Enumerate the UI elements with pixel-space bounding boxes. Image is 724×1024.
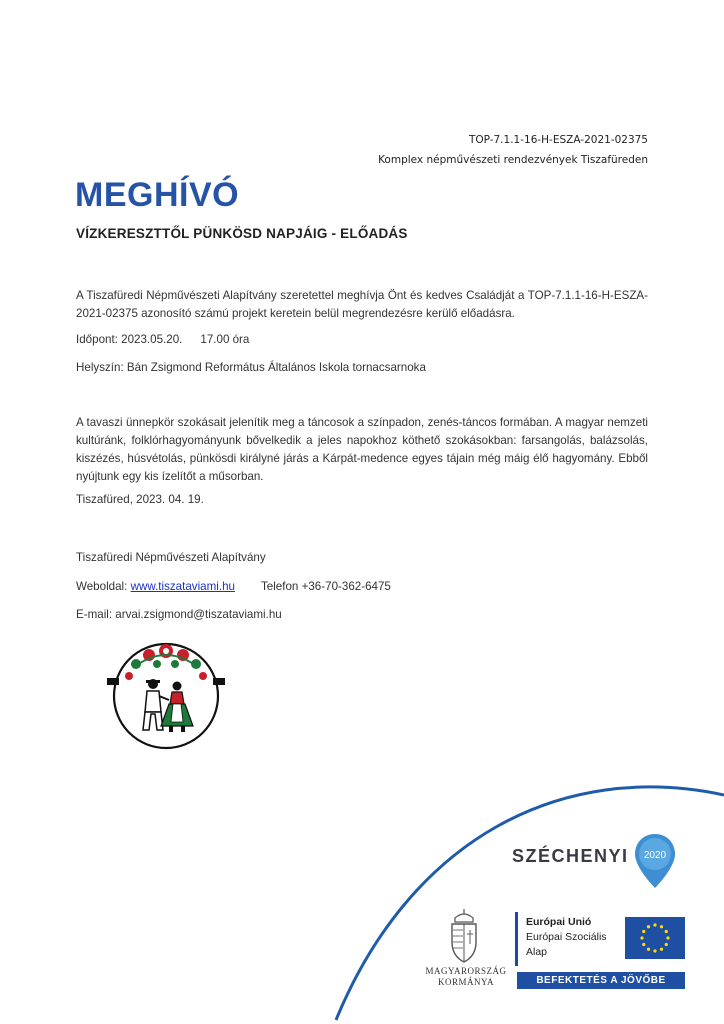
organization-name: Tiszafüredi Népművészeti Alapítvány (76, 551, 266, 564)
eu-line-3: Alap (526, 946, 548, 958)
phone-number: Telefon +36-70-362-6475 (260, 580, 391, 593)
eu-star (665, 930, 668, 933)
eu-flag-icon (625, 917, 685, 959)
eu-star (653, 949, 656, 952)
eu-star (647, 925, 650, 928)
hungarian-crest-icon (447, 908, 481, 964)
event-date (76, 331, 648, 349)
szechenyi-year: 2020 (643, 850, 667, 861)
project-code: TOP-7.1.1-16-H-ESZA-2021-02375 (468, 134, 648, 146)
eu-star (642, 943, 645, 946)
website-label: Weboldal: (76, 580, 128, 593)
web-phone-line (76, 578, 648, 596)
invest-banner: BEFEKTETÉS A JÖVŐBE (517, 972, 685, 989)
eu-divider (515, 912, 518, 966)
project-name: Komplex népművészeti rendezvények Tiszafüreden (378, 154, 648, 166)
website-link[interactable]: www.tiszataviami.hu (130, 580, 235, 593)
government-logo-text (420, 966, 512, 988)
event-subtitle: VÍZKERESZTTŐL PÜNKÖSD NAPJÁIG - ELŐADÁS (76, 226, 408, 241)
eu-star (665, 943, 668, 946)
szechenyi-logo-text: SZÉCHENYI (512, 846, 629, 866)
eu-star (660, 948, 663, 951)
foundation-logo (103, 634, 229, 752)
place-date: Tiszafüred, 2023. 04. 19. (76, 493, 204, 506)
page-title: MEGHÍVÓ (75, 176, 240, 214)
description-paragraph: A tavaszi ünnepkör szokásait jelenítik meg a táncosok a színpadon, zenés-táncos formában. A magyar nemzeti kultúránk, folklórhagyományunk bővelkedik a jeles napokhoz köthető szokásokban: farsangolás, balázsolás, kiszézés, húsvétolás, pünkösdi királyné járás a Kárpát-medence egyes tájain még máig élő hagyomány. Ebből nyújtunk egy kis ízelítőt a műsorban. (76, 416, 648, 483)
date-label: Időpont: 2023.05.20. (76, 333, 183, 346)
eu-star (666, 936, 669, 939)
eu-star (642, 930, 645, 933)
eu-star (660, 925, 663, 928)
email-line: E-mail: arvai.zsigmond@tiszataviami.hu (76, 608, 282, 621)
intro-paragraph: A Tiszafüredi Népművészeti Alapítvány szeretettel meghívja Önt és kedves Családját a TOP-7.1.1-16-H-ESZA-2021-02375 azonosító számú projekt keretein belül megrendezésre kerülő előadásra. (76, 289, 648, 320)
eu-star (647, 948, 650, 951)
eu-line-1: Európai Unió (526, 916, 592, 928)
gov-line-2: KORMÁNYA (437, 977, 494, 987)
eu-star (653, 923, 656, 926)
gov-line-1: MAGYARORSZÁG (425, 966, 507, 976)
eu-star (640, 936, 643, 939)
event-location: Helyszín: Bán Zsigmond Református Általános Iskola tornacsarnoka (76, 361, 426, 374)
project-reference (378, 130, 648, 170)
eu-line-2: Európai Szociális (526, 931, 607, 943)
szechenyi-pin-icon (633, 832, 677, 890)
event-time: 17.00 óra (200, 333, 250, 346)
eu-logo-text (526, 915, 607, 960)
